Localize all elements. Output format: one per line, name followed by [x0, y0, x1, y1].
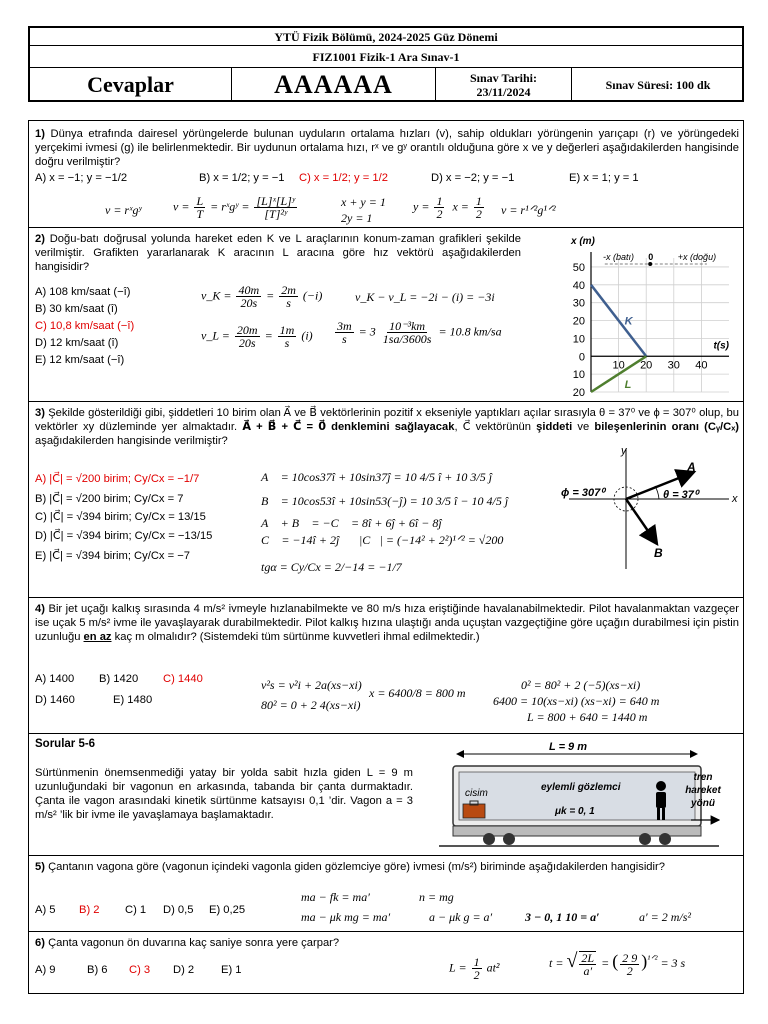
- position-time-chart: [539, 230, 739, 400]
- x-tick-label: 40: [695, 359, 708, 372]
- q3-solution-ratio: tgα = Cy/Cx = 2/−14 = −1/7: [261, 560, 402, 574]
- q5-solution-2: n = mg: [419, 890, 454, 904]
- y-axis-label: y: [621, 445, 627, 457]
- q5-option-a[interactable]: A) 5: [35, 904, 56, 916]
- q1-solution-1: v = rˣgʸ: [105, 203, 142, 217]
- exam-title: FIZ1001 Fizik-1 Ara Sınav-1: [30, 46, 742, 68]
- exam-date: Sınav Tarihi: 23/11/2024: [436, 68, 572, 102]
- y-tick-label: 50: [572, 261, 585, 274]
- length-label: L = 9 m: [549, 741, 588, 753]
- bag-icon: [463, 804, 485, 818]
- train-diagram: [429, 736, 729, 854]
- series-label-K: K: [624, 315, 633, 328]
- q2-option-c[interactable]: C) 10,8 km/saat (−î): [35, 320, 135, 332]
- q3-solution-magnitude: |C⃗| = (−14² + 2²)¹ᐟ² = √200: [359, 533, 504, 547]
- mu-label: μk = 0, 1: [555, 806, 595, 817]
- q5-solution-4: a − μk g = a′: [429, 910, 493, 924]
- q2-option-b[interactable]: B) 30 km/saat (î): [35, 303, 118, 315]
- q4-solution-4: 0² = 80² + 2 (−5)(xs−xi): [521, 678, 641, 692]
- q2-option-d[interactable]: D) 12 km/saat (î): [35, 337, 119, 349]
- q1-option-b[interactable]: B) x = 1/2; y = −1: [199, 172, 285, 184]
- q3-option-a[interactable]: A) |C⃗| = √200 birim; Cy/Cx = −1/7: [35, 473, 200, 485]
- q2-option-a[interactable]: A) 108 km/saat (−î): [35, 286, 131, 298]
- q6-option-d[interactable]: D) 2: [173, 964, 195, 976]
- east-label: +x (doğu): [677, 252, 717, 262]
- q5-option-c[interactable]: C) 1: [125, 904, 147, 916]
- vector-b-label: B: [654, 546, 663, 560]
- q3-option-b[interactable]: B) |C⃗| = √200 birim; Cy/Cx = 7: [35, 493, 184, 505]
- x-tick-label: 30: [667, 359, 680, 372]
- vector-diagram: [529, 444, 739, 574]
- origin-label: 0: [648, 252, 654, 262]
- y-tick-label: 10: [572, 333, 585, 346]
- q5-text: 5) Çantanın vagona göre (vagonun içindeki vagonla giden gözlemciye göre) ivmesi (m/s²) biriminde aşağıdakilerden hangisidir?: [35, 861, 665, 873]
- q5-option-b[interactable]: B) 2: [79, 904, 100, 916]
- exam-header: [28, 26, 744, 102]
- origin-dot: [648, 262, 652, 266]
- university-line: YTÜ Fizik Bölümü, 2024-2025 Güz Dönemi: [30, 28, 742, 46]
- q4-solution-1: v²s = v²i + 2a(xs−xi): [261, 678, 362, 692]
- q1-option-c[interactable]: C) x = 1/2; y = 1/2: [299, 172, 388, 184]
- y-tick-label: 10: [572, 369, 585, 382]
- series-label-L: L: [624, 379, 632, 392]
- q5-option-d[interactable]: D) 0,5: [163, 904, 194, 916]
- q2-text: 2) Doğu-batı doğrusal yolunda hareket eden K ve L araçlarının konum-zaman grafikleri şekilde verilmiştir. Grafikten yararlanarak K aracının L aracına göre hız vektörü aşağıdakilerden hangisidir?: [35, 233, 522, 273]
- q4-text: 4) Bir jet uçağı kalkış sırasında 4 m/s² ivmeyle hızlanabilmekte ve 80 m/s hıza eriştiğinde havalanabilmektedir. Pilot havalanmaktan vazgeçer ise uçak 5 m/s² ivme ile yavaşlayarak durabilmektedir. Pilot kalkış hızına ulaştığı anda uçuştan vazgeçtiğine göre uçağın durabilmesi için pistin uzunluğu en az kaç m olmalıdır? (Sistemdeki tüm sürtünme kuvvetleri ihmal edilmektedir.): [35, 603, 739, 643]
- y-tick-label: 20: [572, 315, 585, 328]
- question-1: [28, 120, 744, 228]
- q5-solution-6: a′ = 2 m/s²: [639, 910, 691, 924]
- q1-solution-4: 2y = 1: [341, 211, 373, 225]
- questions-5-6-intro: [28, 734, 744, 856]
- direction-label-1: tren: [693, 772, 713, 783]
- direction-label-2: hareket: [685, 785, 721, 796]
- q3-solution-sum: A⃗ + B⃗ = −C⃗ = 8î + 6ĵ + 6î − 8ĵ: [261, 516, 442, 530]
- q4-option-c[interactable]: C) 1440: [163, 673, 203, 685]
- q3-solution-c: C⃗ = −14î + 2ĵ: [261, 533, 340, 547]
- question-3: [28, 402, 744, 598]
- cisim-label: cisim: [465, 788, 488, 799]
- observer-label: eylemli gözlemci: [541, 782, 621, 793]
- q1-solution-5: y = $\frac{1}{2}$ x = $\frac{1}{2}$: [413, 194, 482, 221]
- q5-solution-5: 3 − 0, 1 10 = a′: [525, 910, 600, 924]
- question-4: [28, 598, 744, 734]
- q3-option-d[interactable]: D) |C⃗| = √394 birim; Cy/Cx = −13/15: [35, 530, 213, 542]
- theta-label: θ = 37⁰: [663, 489, 699, 501]
- x-axis-title: t(s): [713, 340, 729, 352]
- q1-solution-2: v = $\frac{L}{T}$ = rˣgʸ = $\frac{\text{[L]ˣ[L]ʸ}}{\text{[T]²ʸ}}$: [173, 194, 295, 221]
- y-tick-label: 0: [578, 351, 585, 364]
- question-2: [28, 228, 744, 402]
- q6-solution-2: t = √ $\frac{2L}{a'}$ = ( $\frac{2 9}{2}$ )$^{^1ᐟ^2}$ = 3 s: [549, 950, 686, 979]
- q4-option-a[interactable]: A) 1400: [35, 673, 75, 685]
- direction-label-3: yönü: [691, 798, 715, 809]
- q6-option-e[interactable]: E) 1: [221, 964, 242, 976]
- west-label: -x (batı): [603, 252, 635, 262]
- q3-option-c[interactable]: C) |C⃗| = √394 birim; Cy/Cx = 13/15: [35, 511, 206, 523]
- q3-solution-b: B⃗ = 10cos53î + 10sin53(−ĵ) = 10 3/5 î − 10 4/5 ĵ: [261, 494, 509, 508]
- x-tick-label: 20: [640, 359, 653, 372]
- q6-option-b[interactable]: B) 6: [87, 964, 108, 976]
- q4-solution-3: x = 6400/8 = 800 m: [369, 686, 466, 700]
- q1-option-a[interactable]: A) x = −1; y = −1/2: [35, 172, 128, 184]
- answers-label: Cevaplar: [30, 68, 232, 102]
- q1-solution-6: v = r¹ᐟ²g¹ᐟ²: [501, 203, 556, 217]
- q2-option-e[interactable]: E) 12 km/saat (−î): [35, 354, 125, 366]
- q2-solution-conversion: $\frac{3m}{s}$ = 3 $\frac{\text{10⁻³km}}{1sa/3600s}$ = 10.8 km/sa: [337, 319, 502, 346]
- q2-solution-vl: v_L = $\frac{20m}{20s}$ = $\frac{1m}{s}$ (i): [201, 323, 313, 350]
- y-tick-label: 20: [572, 387, 585, 399]
- q4-solution-6: L = 800 + 640 = 1440 m: [527, 710, 648, 724]
- q56-title: Sorular 5-6: [35, 738, 96, 750]
- x-tick-label: 10: [612, 359, 625, 372]
- q3-option-e[interactable]: E) |C⃗| = √394 birim; Cy/Cx = −7: [35, 550, 190, 562]
- q2-solution-vk: v_K = $\frac{40m}{20s}$ = $\frac{2m}{s}$ (−i): [201, 283, 323, 310]
- question-6: [28, 932, 744, 994]
- q5-option-e[interactable]: E) 0,25: [209, 904, 246, 916]
- y-tick-label: 40: [572, 279, 585, 292]
- y-tick-label: 30: [572, 297, 585, 310]
- q4-solution-5: 6400 = 10(xs−xi) (xs−xi) = 640 m: [493, 694, 660, 708]
- q6-option-c[interactable]: C) 3: [129, 964, 151, 976]
- q2-solution-relative: v_K − v_L = −2i − (i) = −3i: [355, 290, 495, 304]
- vector-a-label: A: [687, 460, 696, 474]
- q3-text: 3) Şekilde gösterildiği gibi, şiddetleri 10 birim olan A⃗ ve B⃗ vektörlerinin pozitif x ekseniyle yaptıkları açılar sırasıyla θ = 37⁰ ve ϕ = 307⁰ olup, bu vektörler xy düzleminde yer almaktadır. A⃗ + B⃗ + C⃗ = 0⃗ denklemini sağlayacak, C⃗ vektörünün şiddeti ve bileşenlerinin oranı (Cᵧ/Cₓ) aşağıdakilerden hangisinde verilmiştir?: [35, 407, 740, 447]
- booklet-code: AAAAAA: [232, 68, 436, 102]
- vector-b: [626, 499, 657, 544]
- q6-solution-1: L = $\frac{1}{2}$ at²: [449, 955, 500, 982]
- q4-option-b[interactable]: B) 1420: [99, 673, 139, 685]
- q1-text: 1) Dünya etrafında dairesel yörüngelerde bulunan uyduların ortalama hızları (v), sahip oldukları yörüngenin yarıçapı (r) ve yörüngedeki yerçekimi ivmesi (g) ile belirlenmektedir. Bir uydunun ortalama hızı, rˣ ve gʸ orantılı olduğuna göre x ve y değerleri aşağıdakilerden hangisinde doğru verilmiştir?: [35, 128, 739, 168]
- exam-duration: Sınav Süresi: 100 dk: [605, 77, 711, 92]
- q56-text: Sürtünmenin önemsenmediği yatay bir yolda sabit hızla giden L = 9 m uzunluğundaki bir vagonun en arkasında, tabanda bir çanta durmaktadır. Çanta ile vagon arasındaki kinetik sürtünme katsayısı 0,1 ’dir. Vagon a = 3 m/s² ’lik bir ivme ile yavaşlamaya başlamaktadır.: [35, 767, 413, 821]
- q6-option-a[interactable]: A) 9: [35, 964, 56, 976]
- q4-solution-2: 80² = 0 + 2 4(xs−xi): [261, 698, 361, 712]
- q1-option-d[interactable]: D) x = −2; y = −1: [431, 172, 515, 184]
- q1-option-e[interactable]: E) x = 1; y = 1: [569, 172, 639, 184]
- y-axis-title: x (m): [571, 236, 595, 247]
- q5-solution-3: ma − μk mg = ma′: [301, 910, 391, 924]
- question-5: [28, 856, 744, 932]
- q6-text: 6) Çanta vagonun ön duvarına kaç saniye sonra yere çarpar?: [35, 937, 340, 949]
- q4-option-e[interactable]: E) 1480: [113, 694, 153, 706]
- q3-solution-a: A⃗ = 10cos37î + 10sin37ĵ = 10 4/5 î + 10 3/5 ĵ: [261, 470, 493, 484]
- phi-label: ϕ = 307⁰: [561, 487, 605, 499]
- q1-solution-3: x + y = 1: [341, 195, 386, 209]
- x-axis-label: x: [732, 493, 738, 505]
- q5-solution-1: ma − fk = ma′: [301, 890, 370, 904]
- q4-option-d[interactable]: D) 1460: [35, 694, 75, 706]
